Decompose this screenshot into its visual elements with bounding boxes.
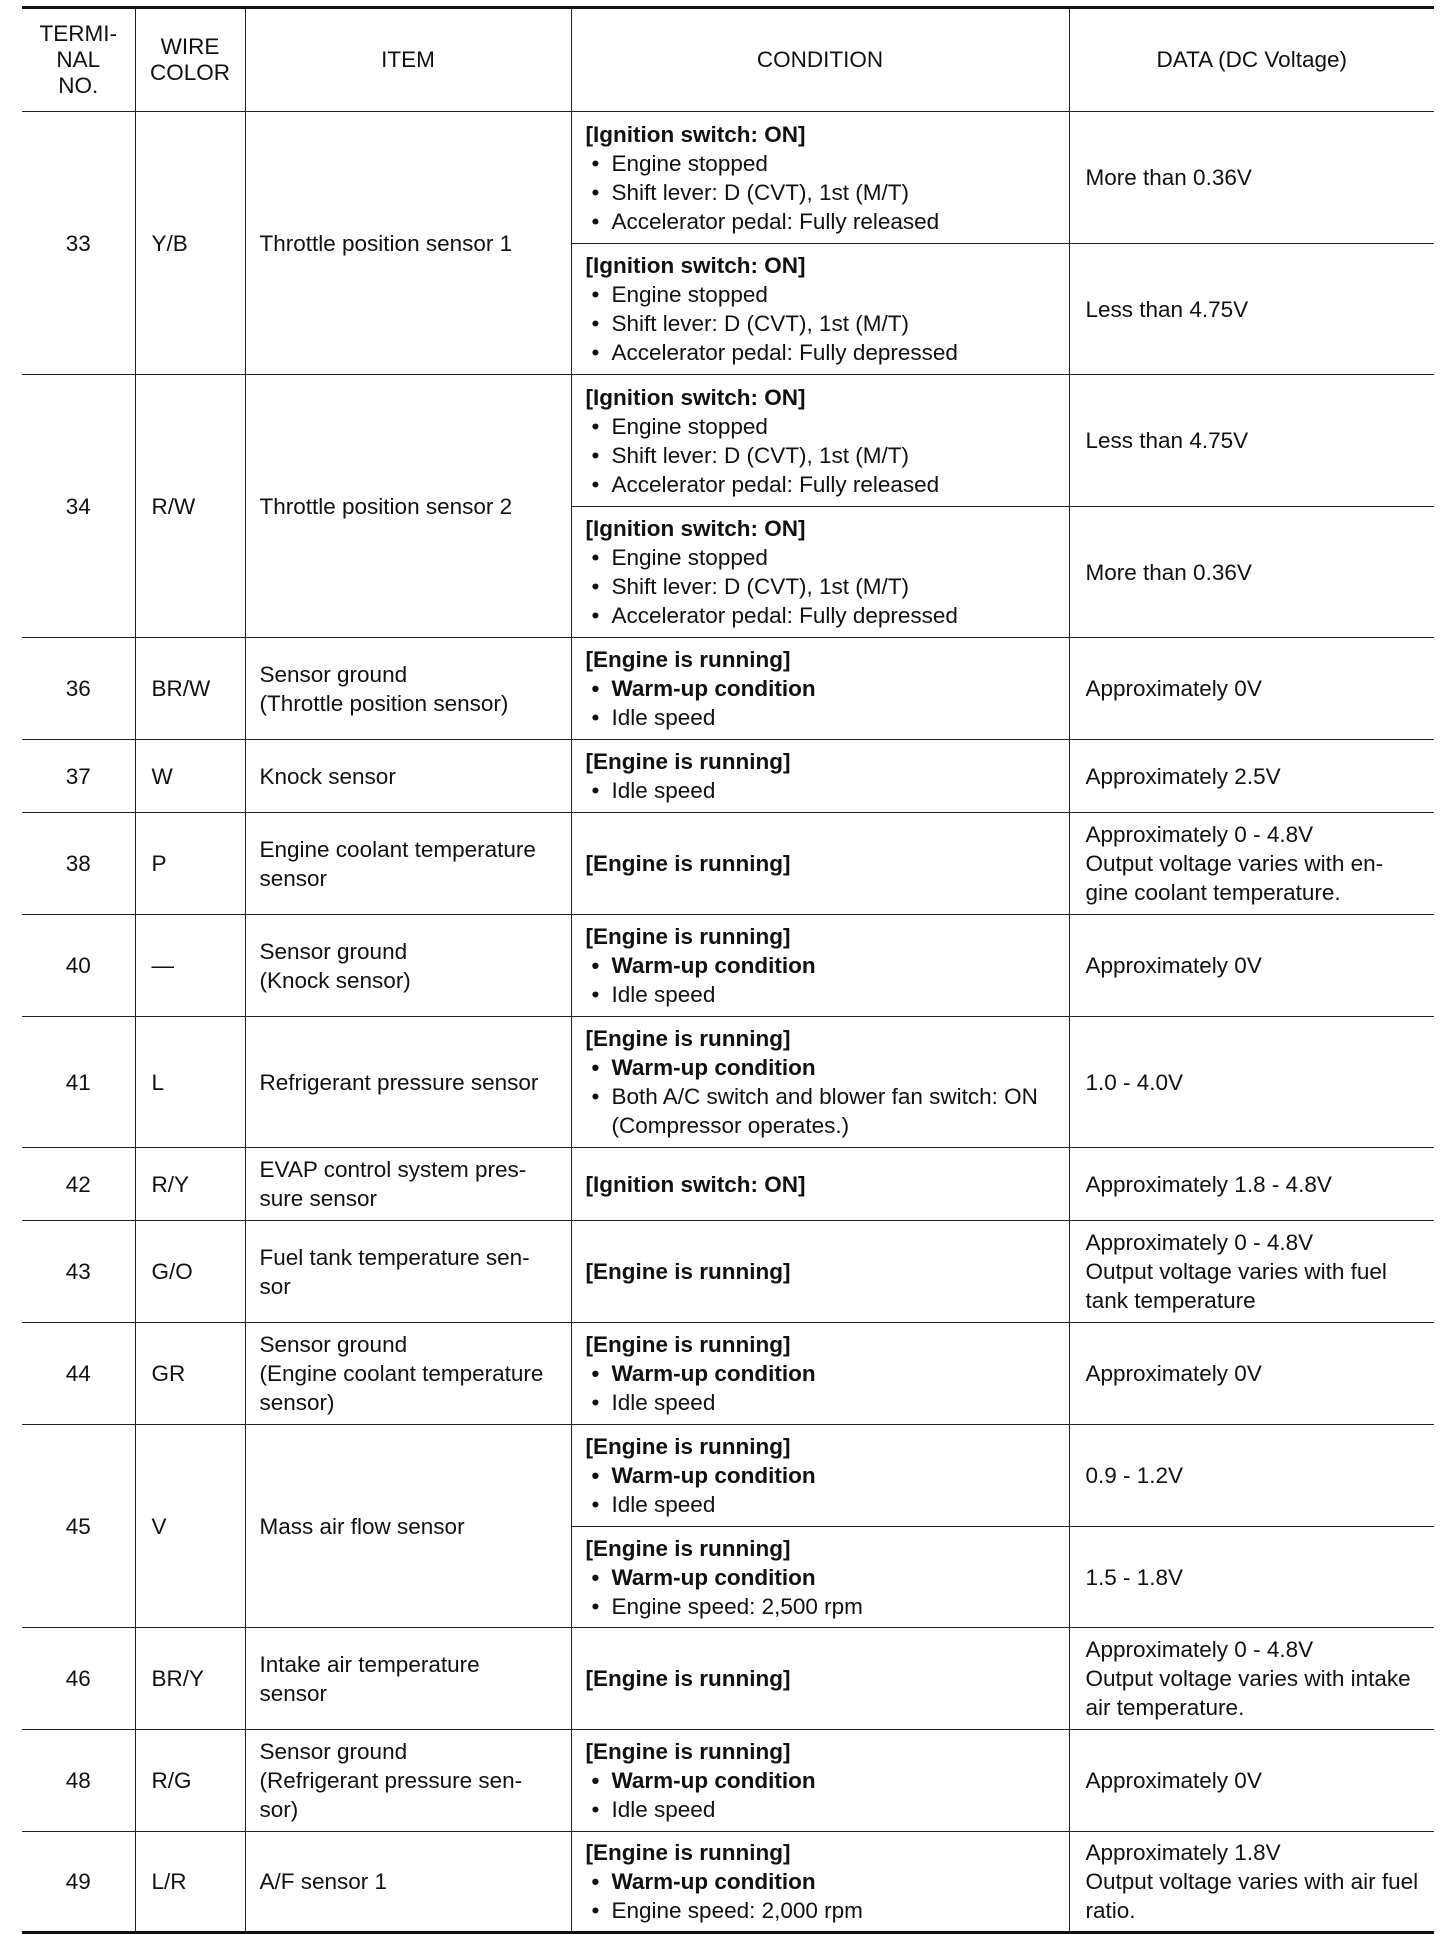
condition-bullet: • Idle speed bbox=[586, 1795, 1055, 1824]
terminal-data-table bbox=[22, 6, 1434, 1934]
item-line: sensor bbox=[259, 1680, 328, 1706]
item-line: Sensor ground bbox=[259, 1332, 408, 1357]
item-line: (Refrigerant pressure sen- bbox=[259, 1768, 523, 1793]
condition-bullet: • Warm-up condition bbox=[586, 1359, 1055, 1388]
terminal-no-cell: 45 bbox=[22, 1425, 135, 1628]
condition-title: [Engine is running] bbox=[585, 924, 791, 949]
header-item: ITEM bbox=[245, 8, 571, 112]
data-line: Approximately 0 - 4.8V bbox=[1085, 1230, 1314, 1255]
condition-title: [Engine is running] bbox=[585, 1739, 791, 1764]
table-row bbox=[22, 112, 1434, 244]
condition-bullet: • Idle speed bbox=[586, 776, 1055, 805]
condition-bullet: • Shift lever: D (CVT), 1st (M/T) bbox=[586, 178, 1055, 207]
data-line: Approximately 0V bbox=[1085, 1361, 1262, 1386]
data-line: gine coolant temperature. bbox=[1085, 880, 1341, 905]
condition-bullet: • Engine speed: 2,000 rpm bbox=[586, 1896, 1055, 1925]
condition-bullet: • Shift lever: D (CVT), 1st (M/T) bbox=[586, 572, 1055, 601]
table-body bbox=[22, 112, 1434, 1933]
condition-cell bbox=[571, 638, 1069, 740]
item-cell bbox=[245, 1323, 571, 1425]
condition-cell bbox=[571, 1017, 1069, 1148]
terminal-no-cell: 44 bbox=[22, 1323, 135, 1425]
condition-title: [Engine is running] bbox=[585, 1434, 791, 1459]
data-voltage-cell bbox=[1069, 1221, 1434, 1323]
wire-color-cell: R/Y bbox=[135, 1148, 245, 1221]
wire-color-cell: L bbox=[135, 1017, 245, 1148]
data-line: ratio. bbox=[1085, 1898, 1136, 1923]
table-row bbox=[22, 375, 1434, 507]
item-line: Sensor ground bbox=[259, 938, 408, 964]
item-line: (Knock sensor) bbox=[259, 967, 411, 993]
wire-color-cell: W bbox=[135, 740, 245, 813]
wire-color-cell: V bbox=[135, 1425, 245, 1628]
condition-bullet: • Warm-up condition bbox=[586, 1461, 1055, 1490]
condition-cell bbox=[571, 1527, 1069, 1628]
condition-cell bbox=[571, 1832, 1069, 1933]
data-voltage-cell bbox=[1069, 1730, 1434, 1832]
wire-color-cell: R/G bbox=[135, 1730, 245, 1832]
terminal-no-cell: 46 bbox=[22, 1628, 135, 1730]
condition-bullet: • Engine stopped bbox=[586, 543, 1055, 572]
item-line: (Engine coolant temperature bbox=[259, 1361, 544, 1386]
item-line: Intake air temperature bbox=[259, 1651, 480, 1677]
table-row bbox=[22, 1017, 1434, 1148]
table-header bbox=[22, 8, 1434, 112]
condition-cell bbox=[571, 1221, 1069, 1323]
data-voltage-cell bbox=[1069, 1323, 1434, 1425]
data-voltage-cell bbox=[1069, 1017, 1434, 1148]
item-line: sensor) bbox=[259, 1390, 335, 1415]
item-cell bbox=[245, 915, 571, 1017]
data-voltage-cell bbox=[1069, 375, 1434, 507]
item-line: sure sensor bbox=[259, 1186, 378, 1211]
item-line: Mass air flow sensor bbox=[259, 1513, 465, 1539]
item-cell bbox=[245, 1425, 571, 1628]
header-row bbox=[22, 8, 1434, 112]
condition-cell bbox=[571, 507, 1069, 638]
condition-title: [Engine is running] bbox=[585, 749, 791, 774]
table-row bbox=[22, 1628, 1434, 1730]
wire-color-cell: P bbox=[135, 813, 245, 915]
condition-bullet: • Accelerator pedal: Fully released bbox=[586, 207, 1055, 236]
data-line: Approximately 0V bbox=[1085, 953, 1262, 978]
item-line: EVAP control system pres- bbox=[259, 1157, 527, 1182]
item-line: sor bbox=[259, 1273, 291, 1299]
item-cell bbox=[245, 112, 571, 375]
table-row bbox=[22, 1425, 1434, 1527]
data-voltage-cell bbox=[1069, 638, 1434, 740]
condition-bullet: • Warm-up condition bbox=[586, 1867, 1055, 1896]
terminal-no-cell: 38 bbox=[22, 813, 135, 915]
condition-title: [Engine is running] bbox=[585, 647, 791, 672]
data-line: 1.5 - 1.8V bbox=[1085, 1564, 1184, 1590]
condition-cell bbox=[571, 1323, 1069, 1425]
terminal-no-cell: 36 bbox=[22, 638, 135, 740]
data-line: Output voltage varies with air fuel bbox=[1085, 1869, 1419, 1894]
item-line: Throttle position sensor 1 bbox=[259, 230, 513, 256]
data-line: 1.0 - 4.0V bbox=[1085, 1069, 1184, 1095]
item-line: Engine coolant temperature bbox=[259, 836, 536, 862]
data-voltage-cell bbox=[1069, 1527, 1434, 1628]
header-terminal-no: TERMI- NAL NO. bbox=[22, 8, 135, 112]
condition-title: [Ignition switch: ON] bbox=[585, 384, 806, 410]
table-row bbox=[22, 1148, 1434, 1221]
data-voltage-cell bbox=[1069, 813, 1434, 915]
condition-bullet: • Warm-up condition bbox=[586, 951, 1055, 980]
header-data: DATA (DC Voltage) bbox=[1069, 8, 1434, 112]
condition-title: [Ignition switch: ON] bbox=[585, 1171, 806, 1197]
condition-cell bbox=[571, 1425, 1069, 1527]
condition-bullet: • Warm-up condition bbox=[586, 674, 1055, 703]
table-row bbox=[22, 813, 1434, 915]
condition-title: [Engine is running] bbox=[585, 1535, 791, 1561]
condition-title: [Engine is running] bbox=[585, 1666, 791, 1691]
data-voltage-cell bbox=[1069, 740, 1434, 813]
condition-bullet: • Idle speed bbox=[586, 1490, 1055, 1519]
condition-cell bbox=[571, 1148, 1069, 1221]
data-line: Approximately 1.8V bbox=[1085, 1840, 1281, 1865]
wire-color-cell: G/O bbox=[135, 1221, 245, 1323]
condition-bullet: • Shift lever: D (CVT), 1st (M/T) bbox=[586, 309, 1055, 338]
item-cell bbox=[245, 1730, 571, 1832]
wire-color-cell: Y/B bbox=[135, 112, 245, 375]
condition-bullet: • Warm-up condition bbox=[586, 1563, 1055, 1592]
condition-title: [Engine is running] bbox=[585, 1332, 791, 1357]
condition-bullet: • Idle speed bbox=[586, 980, 1055, 1009]
condition-cell bbox=[571, 915, 1069, 1017]
condition-bullet: • Engine stopped bbox=[586, 149, 1055, 178]
data-line: Approximately 0 - 4.8V bbox=[1085, 1637, 1314, 1662]
condition-title: [Engine is running] bbox=[585, 1026, 791, 1051]
terminal-no-cell: 34 bbox=[22, 375, 135, 638]
condition-bullet: • Accelerator pedal: Fully depressed bbox=[586, 601, 1055, 630]
data-line: Approximately 0 - 4.8V bbox=[1085, 822, 1314, 847]
condition-cell bbox=[571, 244, 1069, 375]
condition-bullet: • Accelerator pedal: Fully depressed bbox=[586, 338, 1055, 367]
ecm-terminal-table-page bbox=[22, 6, 1434, 1934]
wire-color-cell: BR/Y bbox=[135, 1628, 245, 1730]
condition-title: [Engine is running] bbox=[585, 851, 791, 876]
wire-color-cell: L/R bbox=[135, 1832, 245, 1933]
item-line: Fuel tank temperature sen- bbox=[259, 1244, 530, 1270]
item-cell bbox=[245, 638, 571, 740]
data-line: Approximately 1.8 - 4.8V bbox=[1085, 1171, 1332, 1197]
terminal-no-cell: 43 bbox=[22, 1221, 135, 1323]
item-cell bbox=[245, 1832, 571, 1933]
data-line: Output voltage varies with fuel bbox=[1085, 1259, 1387, 1284]
table-row bbox=[22, 1221, 1434, 1323]
table-row bbox=[22, 1730, 1434, 1832]
table-row bbox=[22, 1323, 1434, 1425]
data-line: 0.9 - 1.2V bbox=[1085, 1463, 1184, 1488]
item-line: Knock sensor bbox=[259, 763, 396, 789]
header-wire-color: WIRE COLOR bbox=[135, 8, 245, 112]
terminal-no-cell: 40 bbox=[22, 915, 135, 1017]
condition-bullet: • Warm-up condition bbox=[586, 1053, 1055, 1082]
item-cell bbox=[245, 1628, 571, 1730]
condition-cell bbox=[571, 1628, 1069, 1730]
data-line: Approximately 0V bbox=[1085, 676, 1262, 701]
condition-cell bbox=[571, 375, 1069, 507]
condition-bullet: • Accelerator pedal: Fully released bbox=[586, 470, 1055, 499]
condition-cell bbox=[571, 813, 1069, 915]
table-row bbox=[22, 915, 1434, 1017]
wire-color-cell: R/W bbox=[135, 375, 245, 638]
item-cell bbox=[245, 1148, 571, 1221]
data-line: tank temperature bbox=[1085, 1288, 1256, 1313]
condition-bullet: • Shift lever: D (CVT), 1st (M/T) bbox=[586, 441, 1055, 470]
condition-cell bbox=[571, 740, 1069, 813]
table-row bbox=[22, 638, 1434, 740]
item-line: sensor bbox=[259, 865, 328, 891]
terminal-no-cell: 49 bbox=[22, 1832, 135, 1933]
header-condition: CONDITION bbox=[571, 8, 1069, 112]
data-voltage-cell bbox=[1069, 1628, 1434, 1730]
condition-bullet: • Warm-up condition bbox=[586, 1766, 1055, 1795]
terminal-no-cell: 37 bbox=[22, 740, 135, 813]
data-line: Less than 4.75V bbox=[1085, 296, 1249, 322]
item-cell bbox=[245, 740, 571, 813]
data-line: Output voltage varies with intake bbox=[1085, 1666, 1411, 1691]
data-voltage-cell bbox=[1069, 915, 1434, 1017]
data-voltage-cell bbox=[1069, 1148, 1434, 1221]
data-voltage-cell bbox=[1069, 244, 1434, 375]
item-cell bbox=[245, 1017, 571, 1148]
data-voltage-cell bbox=[1069, 1425, 1434, 1527]
table-row bbox=[22, 1832, 1434, 1933]
item-line: Sensor ground bbox=[259, 1739, 408, 1764]
item-cell bbox=[245, 375, 571, 638]
terminal-no-cell: 41 bbox=[22, 1017, 135, 1148]
condition-title: [Ignition switch: ON] bbox=[585, 121, 806, 147]
item-line: Sensor ground bbox=[259, 661, 408, 687]
data-voltage-cell bbox=[1069, 1832, 1434, 1933]
item-cell bbox=[245, 813, 571, 915]
data-line: Approximately 0V bbox=[1085, 1768, 1262, 1793]
item-line: Throttle position sensor 2 bbox=[259, 493, 513, 519]
item-line: (Throttle position sensor) bbox=[259, 690, 509, 716]
condition-bullet: • Idle speed bbox=[586, 1388, 1055, 1417]
data-voltage-cell bbox=[1069, 507, 1434, 638]
condition-bullet: • Engine speed: 2,500 rpm bbox=[586, 1592, 1055, 1621]
item-line: sor) bbox=[259, 1797, 299, 1822]
data-line: Less than 4.75V bbox=[1085, 428, 1249, 453]
condition-bullet: • Both A/C switch and blower fan switch: ON (Compressor operates.) bbox=[586, 1082, 1055, 1140]
data-line: air temperature. bbox=[1085, 1695, 1245, 1720]
wire-color-cell: GR bbox=[135, 1323, 245, 1425]
data-line: More than 0.36V bbox=[1085, 165, 1252, 190]
table-row bbox=[22, 740, 1434, 813]
condition-title: [Engine is running] bbox=[585, 1840, 791, 1865]
terminal-no-cell: 42 bbox=[22, 1148, 135, 1221]
condition-bullet: • Engine stopped bbox=[586, 412, 1055, 441]
condition-bullet: • Engine stopped bbox=[586, 280, 1055, 309]
data-voltage-cell bbox=[1069, 112, 1434, 244]
data-line: Output voltage varies with en- bbox=[1085, 851, 1384, 876]
item-cell bbox=[245, 1221, 571, 1323]
condition-title: [Ignition switch: ON] bbox=[585, 516, 806, 541]
terminal-no-cell: 48 bbox=[22, 1730, 135, 1832]
condition-title: [Engine is running] bbox=[585, 1259, 791, 1284]
item-line: A/F sensor 1 bbox=[259, 1869, 388, 1894]
wire-color-cell: BR/W bbox=[135, 638, 245, 740]
condition-cell bbox=[571, 1730, 1069, 1832]
terminal-no-cell: 33 bbox=[22, 112, 135, 375]
data-line: Approximately 2.5V bbox=[1085, 763, 1281, 789]
data-line: More than 0.36V bbox=[1085, 559, 1252, 585]
wire-color-cell: — bbox=[135, 915, 245, 1017]
item-line: Refrigerant pressure sensor bbox=[259, 1069, 539, 1095]
condition-cell bbox=[571, 112, 1069, 244]
condition-bullet: • Idle speed bbox=[586, 703, 1055, 732]
condition-title: [Ignition switch: ON] bbox=[585, 253, 806, 278]
